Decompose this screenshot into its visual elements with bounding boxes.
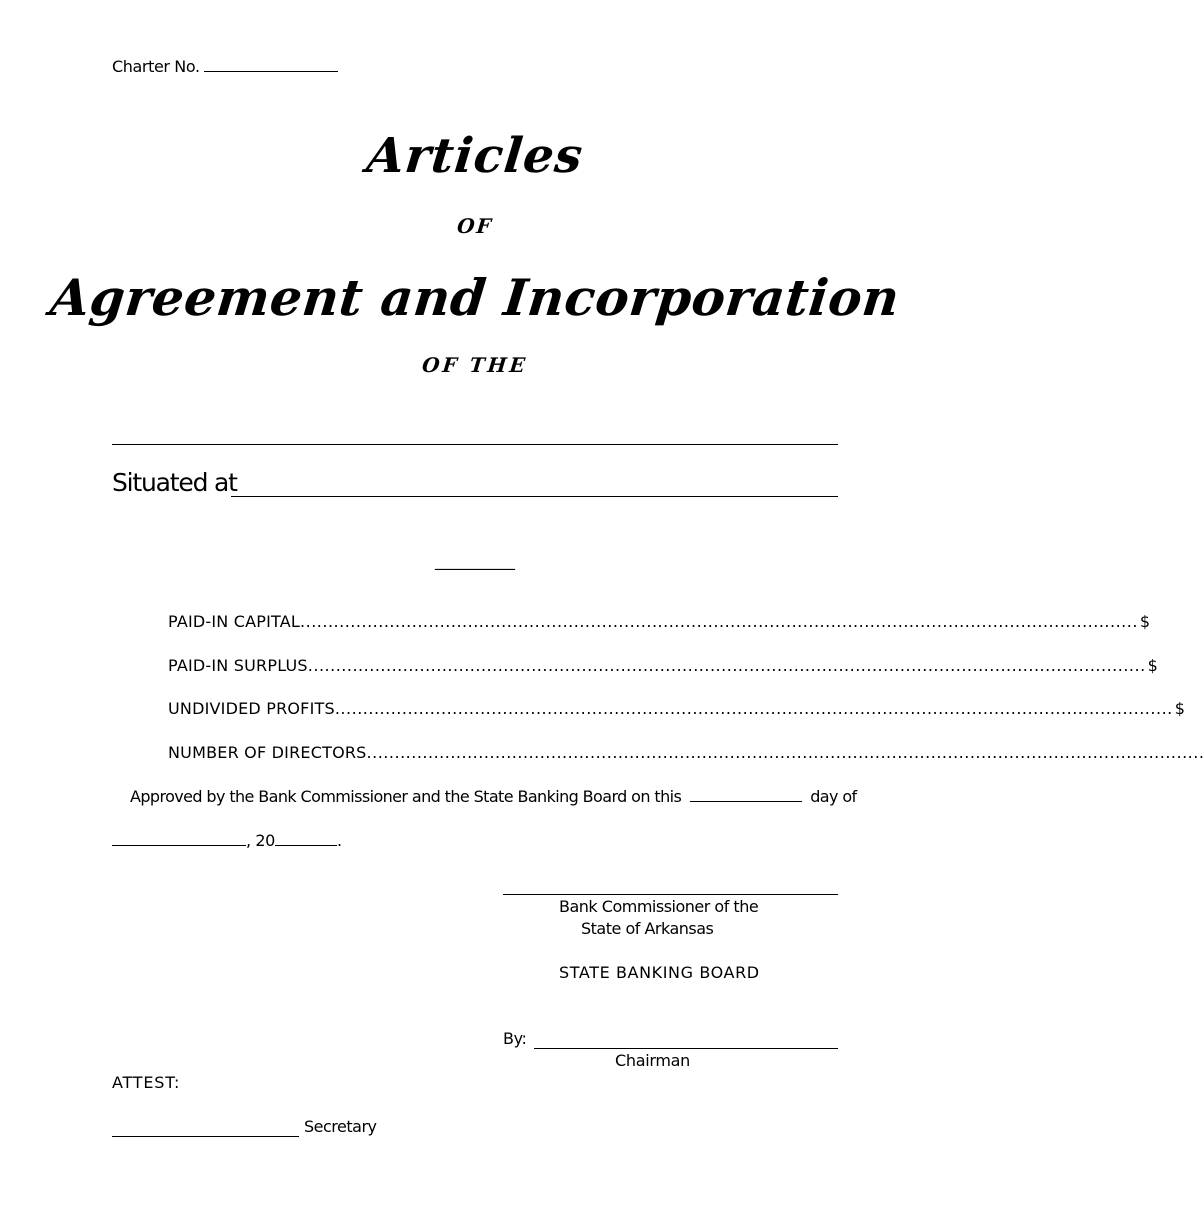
commissioner-title-line1: Bank Commissioner of the [559, 897, 759, 916]
approval-date [112, 831, 342, 850]
title-articles: Articles [364, 128, 586, 184]
bank-name-field[interactable] [112, 444, 838, 445]
board-title: STATE BANKING BOARD [559, 963, 760, 982]
charter-number-field[interactable] [204, 57, 338, 72]
undivided-profits-row [168, 699, 1185, 718]
approval-text: Approved by the Bank Commissioner and the State Banking Board on this [130, 787, 682, 806]
approval-day-field[interactable] [690, 787, 802, 802]
approval-month-field[interactable] [112, 831, 246, 846]
title-agreement: Agreement and Incorporation [47, 268, 903, 327]
paid-in-surplus-row [168, 656, 1158, 675]
dot-leader: ...................................................................................................................................................... [334, 699, 1173, 718]
commissioner-signature-field[interactable] [503, 894, 838, 895]
dollar-sign: $ [1139, 612, 1151, 631]
situated-label: Situated at [112, 468, 237, 497]
secretary-label: Secretary [304, 1117, 377, 1136]
commissioner-title-line2: State of Arkansas [581, 919, 714, 938]
row-label: PAID-IN CAPITAL [168, 612, 301, 631]
separator-line: __________ [435, 551, 515, 570]
dot-leader: ...................................................................................................................................................... [300, 612, 1138, 631]
charter-number [112, 57, 338, 76]
situated-location-field[interactable] [231, 496, 838, 497]
dot-leader: ...................................................................................................................................................... [366, 743, 1204, 762]
number-of-directors-row [168, 743, 1204, 762]
approval-day-of: day of [810, 787, 857, 806]
attest-label: ATTEST: [112, 1073, 181, 1092]
dot-leader: ...................................................................................................................................................... [307, 656, 1146, 675]
row-label: UNDIVIDED PROFITS [168, 699, 335, 718]
chairman-label: Chairman [615, 1051, 690, 1070]
period: . [336, 831, 342, 850]
dollar-sign: $ [1174, 699, 1185, 718]
charter-label: Charter No. [112, 57, 200, 76]
title-of: OF [455, 214, 495, 238]
by-label: By: [503, 1029, 527, 1048]
row-label: PAID-IN SURPLUS [168, 656, 308, 675]
secretary-signature-field[interactable] [112, 1136, 299, 1137]
dollar-sign: $ [1147, 656, 1158, 675]
chairman-signature-field[interactable] [534, 1048, 838, 1049]
title-of-the: OF THE [420, 353, 530, 377]
approval-year-field[interactable] [275, 831, 337, 846]
row-label: NUMBER OF DIRECTORS [168, 743, 367, 762]
approval-statement [130, 787, 857, 806]
year-prefix: , 20 [246, 831, 275, 850]
paid-in-capital-row [168, 612, 1151, 631]
